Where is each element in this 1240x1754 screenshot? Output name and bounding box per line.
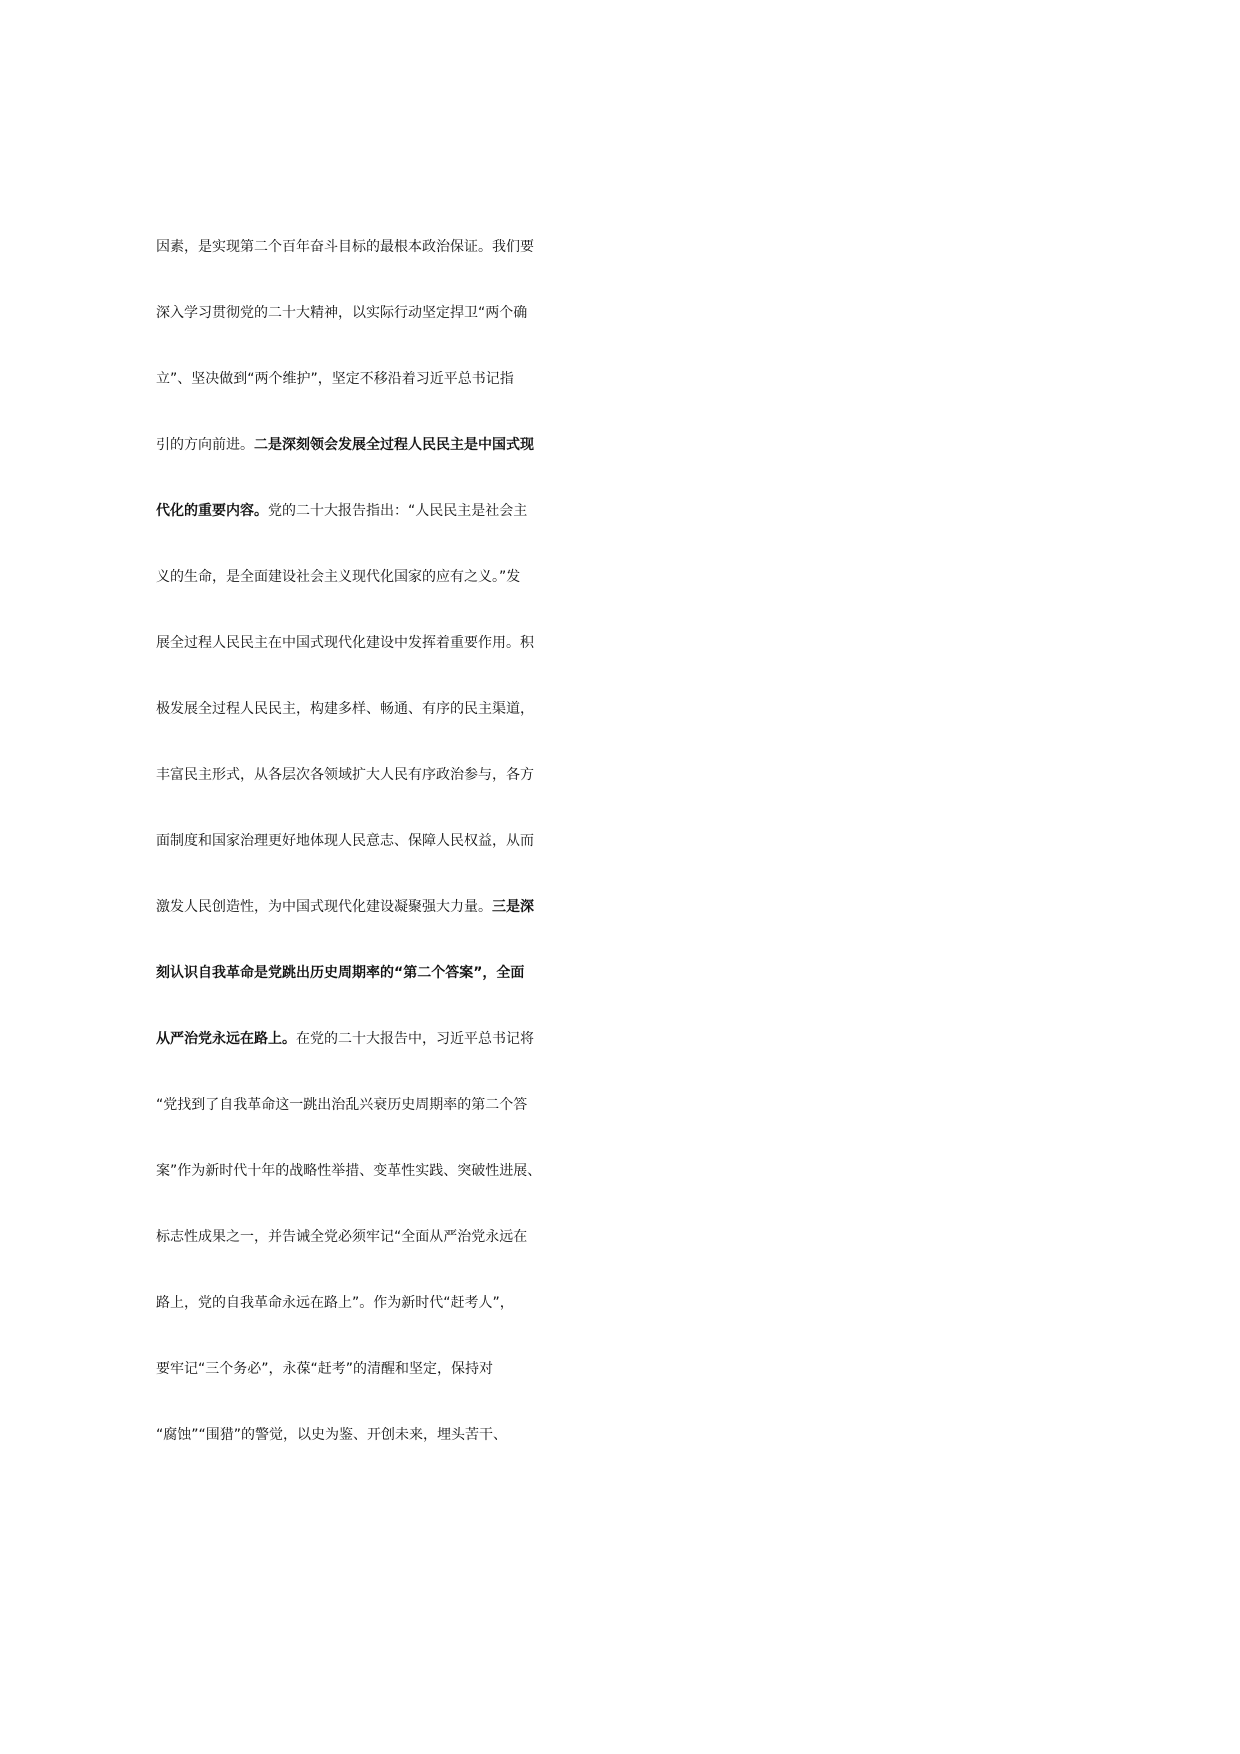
text-line [156,412,1240,478]
text-line [156,1138,1240,1204]
text-segment: 丰富民主形式，从各层次各领域扩大人民有序政治参与，各方 [156,767,534,783]
text-line [156,874,1240,940]
text-segment: 面制度和国家治理更好地体现人民意志、保障人民权益，从而 [156,833,534,849]
text-line [156,808,1240,874]
text-line [156,1270,1240,1336]
text-line [156,610,1240,676]
bold-text-segment: 三是深 [492,899,534,915]
text-segment: 立”、坚决做到“两个维护”，坚定不移沿着习近平总书记指 [156,371,514,387]
text-segment: 在党的二十大报告中，习近平总书记将 [296,1031,534,1047]
text-segment: 深入学习贯彻党的二十大精神，以实际行动坚定捍卫“两个确 [156,305,528,321]
text-line [156,1336,1240,1402]
bold-text-segment: 代化的重要内容。 [156,503,268,519]
text-segment: 义的生命，是全面建设社会主义现代化国家的应有之义。”发 [156,569,521,585]
text-segment: 党的二十大报告指出：“人民民主是社会主 [268,503,528,519]
text-line [156,742,1240,808]
text-segment: “党找到了自我革命这一跳出治乱兴衰历史周期率的第二个答 [156,1097,528,1113]
text-line [156,1204,1240,1270]
text-line [156,1072,1240,1138]
text-segment: 要牢记“三个务必”，永葆“赶考”的清醒和坚定，保持对 [156,1361,494,1377]
text-segment: 路上，党的自我革命永远在路上”。作为新时代“赶考人”， [156,1295,514,1311]
text-line [156,544,1240,610]
text-line [156,280,1240,346]
bold-text-segment: 二是深刻领会发展全过程人民民主是中国式现 [254,437,534,453]
text-line [156,676,1240,742]
bold-text-segment: 从严治党永远在路上。 [156,1031,296,1047]
body-text [156,214,1240,1468]
bold-text-segment: 刻认识自我革命是党跳出历史周期率的“第二个答案”，全面 [156,965,525,981]
text-segment: 激发人民创造性，为中国式现代化建设凝聚强大力量。 [156,899,492,915]
text-segment: 展全过程人民民主在中国式现代化建设中发挥着重要作用。积 [156,635,534,651]
text-line [156,346,1240,412]
text-line [156,1006,1240,1072]
text-line [156,214,1240,280]
text-segment: “腐蚀”“围猎”的警觉，以史为鉴、开创未来，埋头苦干、 [156,1427,508,1443]
text-segment: 因素，是实现第二个百年奋斗目标的最根本政治保证。我们要 [156,239,534,255]
text-line [156,478,1240,544]
text-line [156,1402,1240,1468]
text-segment: 标志性成果之一，并告诫全党必须牢记“全面从严治党永远在 [156,1229,528,1245]
text-segment: 极发展全过程人民民主，构建多样、畅通、有序的民主渠道， [156,701,534,717]
text-segment: 引的方向前进。 [156,437,254,453]
text-line [156,940,1240,1006]
text-segment: 案”作为新时代十年的战略性举措、变革性实践、突破性进展、 [156,1163,542,1179]
